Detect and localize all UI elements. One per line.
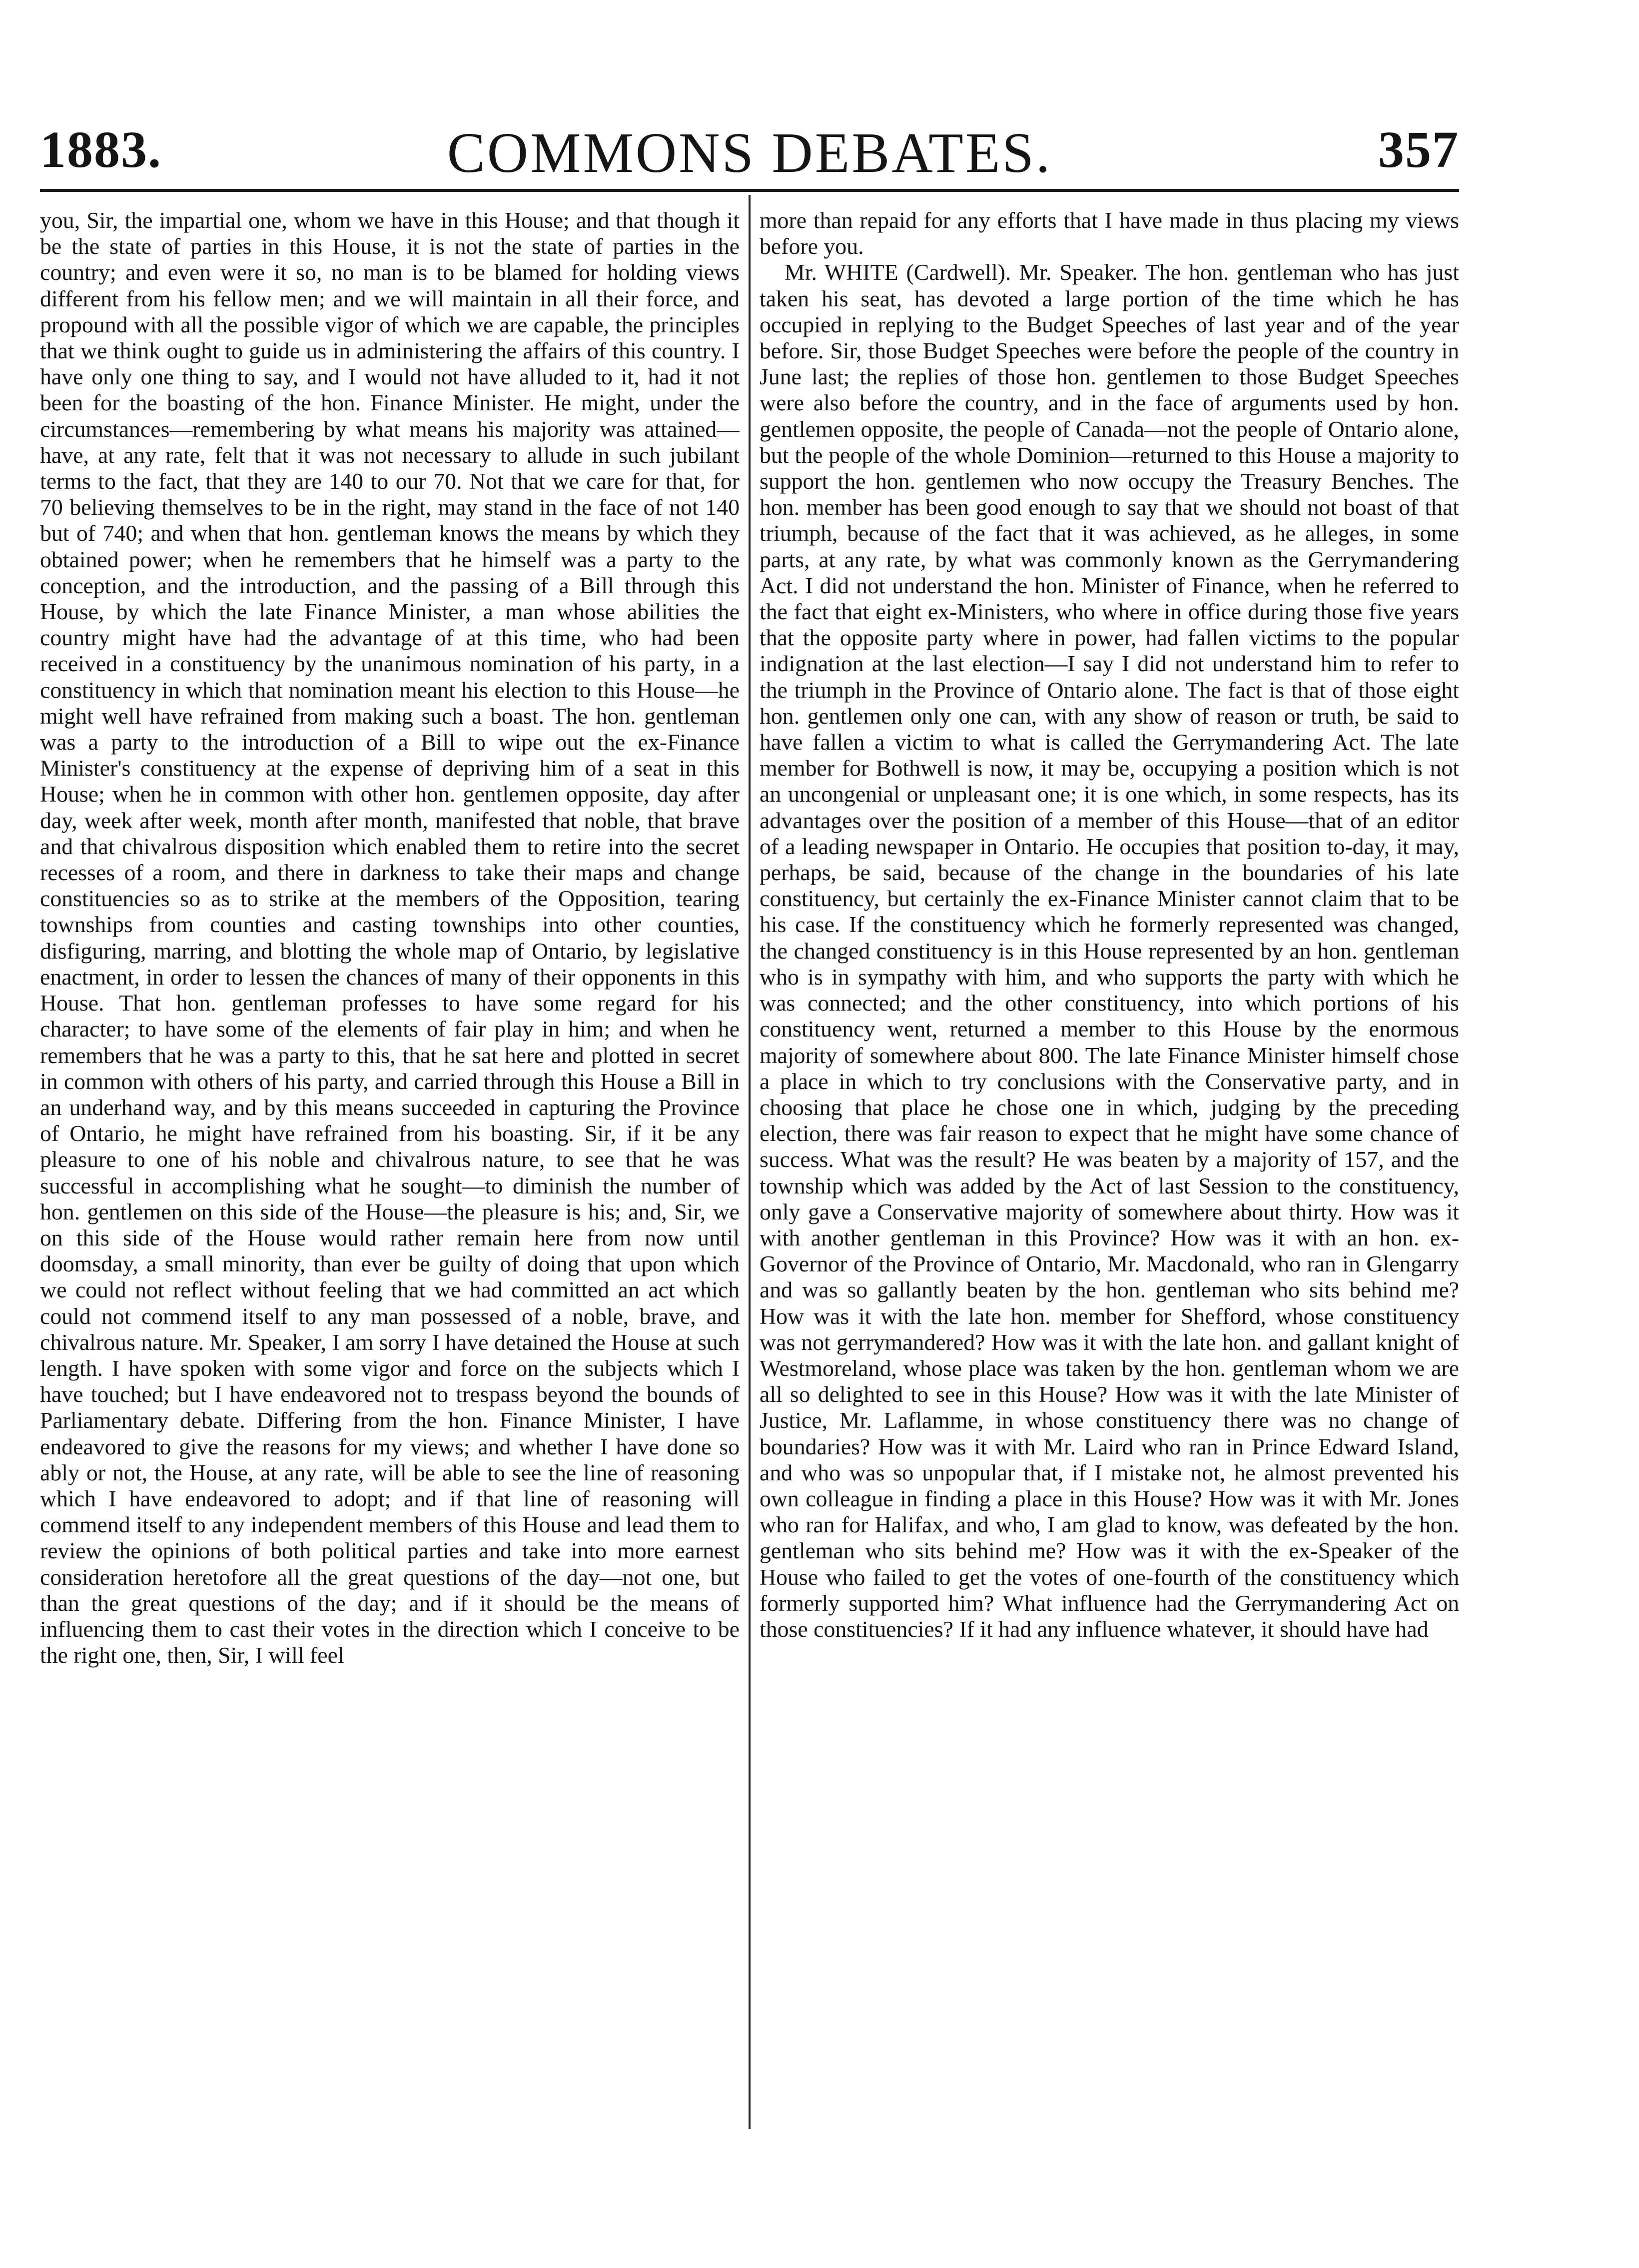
left-column xyxy=(40,207,740,2137)
right-paragraph-1: more than repaid for any efforts that I have made in thus placing my views before you. xyxy=(760,207,1459,259)
page-header xyxy=(40,100,1459,184)
header-rule xyxy=(40,189,1459,192)
left-paragraph-1: you, Sir, the impartial one, whom we have in this House; and that though it be the state of parties in this House, it is not the state of parties in the country; and even were it so, no man is to be blamed for holding views different from his fellow men; and we will maintain in all their force, and propound with all the possible vigor of which we are capable, the principles that we think ought to guide us in administering the affairs of this country. I have only one thing to say, and I would not have alluded to it, had it not been for the boasting of the hon. Finance Minister. He might, under the circumstances—remembering by what means his majority was attained—have, at any rate, felt that it was not necessary to allude in such jubilant terms to the fact, that they are 140 to our 70. Not that we care for that, for 70 believing themselves to be in the right, may stand in the face of not 140 but of 740; and when that hon. gentleman knows the means by which they obtained power; when he remembers that he himself was a party to the conception, and the introduction, and the passing of a Bill through this House, by which the late Finance Minister, a man whose abilities the country might have had the advantage of at this time, who had been received in a constituency by the unanimous nomination of his party, in a constituency in which that nomination meant his election to this House—he might well have refrained from making such a boast. The hon. gentleman was a party to the introduction of a Bill to wipe out the ex-Finance Minister's constituency at the expense of depriving him of a seat in this House; when he in common with other hon. gentlemen opposite, day after day, week after week, month after month, manifested that noble, that brave and that chivalrous disposition which enabled them to retire into the secret recesses of a room, and there in darkness to take their maps and change constituencies so as to strike at the members of the Opposition, tearing townships from counties and casting townships into other counties, disfiguring, marring, and blotting the whole map of Ontario, by legislative enactment, in order to lessen the chances of many of their opponents in this House. That hon. gentleman professes to have some regard for his character; to have some of the elements of fair play in him; and when he remembers that he was a party to this, that he sat here and plotted in secret in common with others of his party, and carried through this House a Bill in an underhand way, and by this means succeeded in capturing the Province of Ontario, he might have refrained from his boasting. Sir, if it be any pleasure to one of his noble and chivalrous nature, to see that he was successful in accomplishing what he sought—to diminish the number of hon. gentlemen on this side of the House—the pleasure is his; and, Sir, we on this side of the House would rather remain here from now until doomsday, a small minority, than ever be guilty of doing that upon which we could not reflect without feeling that we had committed an act which could not commend itself to any man possessed of a noble, brave, and chivalrous nature. Mr. Speaker, I am sorry I have detained the House at such length. I have spoken with some vigor and force on the subjects which I have touched; but I have endeavored not to trespass beyond the bounds of Parliamentary debate. Differing from the hon. Finance Minister, I have endeavored to give the reasons for my views; and whether I have done so ably or not, the House, at any rate, will be able to see the line of reasoning which I have endeavored to adopt; and if that line of reasoning will commend itself to any independent members of this House and lead them to review the opinions of both political parties and take into more earnest consideration heretofore all the great questions of the day—not one, but than the great questions of the day; and if it should be the means of influencing them to cast their votes in the direction which I conceive to be the right one, then, Sir, I will feel xyxy=(40,207,740,1668)
header-title: COMMONS DEBATES. xyxy=(447,121,1052,184)
right-paragraph-2: Mr. WHITE (Cardwell). Mr. Speaker. The hon. gentleman who has just taken his seat, has devoted a large portion of the time which he has occupied in replying to the Budget Speeches of last year and of the year before. Sir, those Budget Speeches were before the people of the country in June last; the replies of those hon. gentlemen to those Budget Speeches were also before the country, and in the face of arguments used by hon. gentlemen opposite, the people of Canada—not the people of Ontario alone, but the people of the whole Dominion—returned to this House a majority to support the hon. gentlemen who now occupy the Treasury Benches. The hon. member has been good enough to say that we should not boast of that triumph, because of the fact that it was achieved, as he alleges, in some parts, at any rate, by what was commonly known as the Gerrymandering Act. I did not understand the hon. Minister of Finance, when he referred to the fact that eight ex-Ministers, who where in office during those five years that the opposite party where in power, had fallen victims to the popular indignation at the last election—I say I did not understand him to refer to the triumph in the Province of Ontario alone. The fact is that of those eight hon. gentlemen only one can, with any show of reason or truth, be said to have fallen a victim to what is called the Gerrymandering Act. The late member for Bothwell is now, it may be, occupying a position which is not an uncongenial or unpleasant one; it is one which, in some respects, has its advantages over the position of a member of this House—that of an editor of a leading newspaper in Ontario. He occupies that position to-day, it may, perhaps, be said, because of the change in the boundaries of his late constituency, but certainly the ex-Finance Minister cannot claim that to be his case. If the constituency which he formerly represented was changed, the changed constituency is in this House represented by an hon. gentleman who is in sympathy with him, and who supports the party with which he was connected; and the other constituency, into which portions of his constituency went, returned a member to this House by the enormous majority of somewhere about 800. The late Finance Minister himself chose a place in which to try conclusions with the Conservative party, and in choosing that place he chose one in which, judging by the preceding election, there was fair reason to expect that he might have some chance of success. What was the result? He was beaten by a majority of 157, and the township which was added by the Act of last Session to the constituency, only gave a Conservative majority of somewhere about thirty. How was it with another gentleman in this Province? How was it with an hon. ex-Governor of the Province of Ontario, Mr. Macdonald, who ran in Glengarry and was so gallantly beaten by the hon. gentleman who sits behind me? How was it with the late hon. member for Shefford, whose constituency was not gerrymandered? How was it with the late hon. and gallant knight of Westmoreland, whose place was taken by the hon. gentleman whom we are all so delighted to see in this House? How was it with the late Minister of Justice, Mr. Laflamme, in whose constituency there was no change of boundaries? How was it with Mr. Laird who ran in Prince Edward Island, and who was so unpopular that, if I mistake not, he almost prevented his own colleague in finding a place in this House? How was it with Mr. Jones who ran for Halifax, and who, I am glad to know, was defeated by the hon. gentleman who sits behind me? How was it with the ex-Speaker of the House who failed to get the votes of one-fourth of the constituency which formerly supported him? What influence had the Gerrymandering Act on those constituencies? If it had any influence whatever, it should have had xyxy=(760,259,1459,1642)
right-column xyxy=(760,207,1459,2137)
header-page-number: 357 xyxy=(1378,121,1459,178)
header-year: 1883. xyxy=(40,121,162,178)
column-divider xyxy=(749,195,751,2129)
